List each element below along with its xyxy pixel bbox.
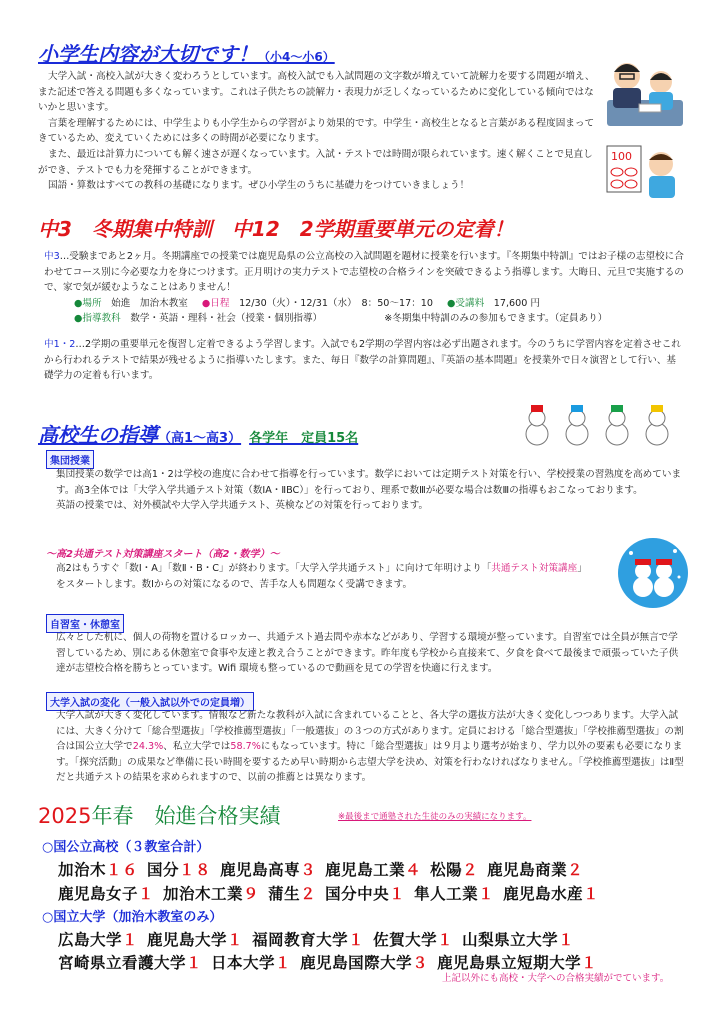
pass-count: ２ — [300, 885, 317, 903]
results-footer: 上記以外にも高校・大学への合格実績がでています。 — [442, 973, 670, 984]
school-name: 広島大学 — [58, 931, 123, 949]
result-item — [487, 861, 583, 879]
result-item — [325, 861, 421, 879]
svg-text:100: 100 — [611, 150, 632, 163]
result-item — [300, 954, 428, 972]
group-class-body: 集団授業の数学では高1・2は学校の進度に合わせて指導を行っています。数学においては定期テスト対策を行い、学校授業の習熟度を高めています。高3全体では「大学入学共通テスト対策（数ⅠA・ⅡBC）」を行っており、理系で数Ⅲが必要な場合は数Ⅲの指導もおこなっております。 英語の授業では、対外模試や大学入学共通テスト、英検などの対策を行っております。 — [56, 469, 682, 512]
result-item — [211, 954, 291, 972]
school-name: 福岡教育大学 — [252, 931, 349, 949]
school-name: 鹿児島商業 — [487, 861, 568, 879]
result-item — [252, 931, 364, 949]
school-name: 隼人工業 — [414, 885, 479, 903]
result-item — [414, 885, 494, 903]
boy-with-test-illustration — [605, 142, 685, 204]
winter-course-title: 中3 冬期集中特訓 中12 2学期重要単元の定着！ — [38, 217, 514, 241]
school-name: 蒲生 — [268, 885, 301, 903]
result-item — [58, 931, 138, 949]
pass-count: ３ — [300, 861, 317, 879]
pass-count: １ — [138, 885, 155, 903]
school-name: 国分中央 — [325, 885, 390, 903]
results-title: 2025年春 始進合格実績 — [38, 804, 281, 828]
result-item — [462, 931, 574, 949]
elementary-body — [38, 69, 598, 194]
pass-count: １ — [348, 931, 365, 949]
pass-count: １ — [583, 885, 600, 903]
result-item — [268, 885, 316, 903]
pass-count: １ — [437, 931, 454, 949]
results-line — [58, 882, 599, 904]
school-name: 松陽 — [430, 861, 463, 879]
kyotsu-course-body: 高2はもうすぐ「数Ⅰ・A」「数Ⅱ・B・C」が終わります。「大学入学共通テスト」に向けて年明けより「共通テスト対策講座」をスタートします。数Ⅰからの対策になるので、苦手な人も問題なく受講できます。 — [56, 563, 587, 590]
school-name: 鹿児島女子 — [58, 885, 139, 903]
elementary-paragraph: 言葉を理解するためには、中学生よりも小学生からの学習がより効果的です。中学生・高校生となると言葉がある程度固まってきているため、変えていくためには多くの時間が必要になります。 — [38, 117, 595, 145]
highschool-title: 高校生の指導（高1～高3） 各学年 定員15名 — [38, 423, 359, 447]
result-item — [58, 954, 202, 972]
pass-count: １ — [478, 885, 495, 903]
school-name: 宮崎県立看護大学 — [58, 954, 187, 972]
pass-count: １ — [122, 931, 139, 949]
teacher-student-illustration — [605, 56, 685, 128]
school-name: 鹿児島工業 — [325, 861, 406, 879]
pass-count: １６ — [106, 861, 139, 879]
public-highschool-category: ○国公立高校（３教室合計） — [42, 840, 210, 855]
pass-count: ２ — [462, 861, 479, 879]
course-subject-row: ●指導教科 数学・英語・理科・社会（授業・個別指導） ※冬期集中特訓のみの参加もできます。（定員あり） — [74, 313, 608, 325]
school-name: 佐賀大学 — [373, 931, 438, 949]
school-name: 国分 — [147, 861, 180, 879]
result-item — [373, 931, 453, 949]
pass-count: ２ — [567, 861, 584, 879]
result-item — [430, 861, 478, 879]
school-name: 鹿児島高専 — [220, 861, 301, 879]
course-info-row: ●場所 始進 加治木教室 ●日程 12/30（火）・12/31（水） 8：50～17：10 ●受講料 17,600 円 — [74, 297, 540, 309]
school-name: 鹿児島県立短期大学 — [437, 954, 582, 972]
results-line — [58, 858, 583, 880]
results-line — [58, 928, 574, 950]
result-item — [220, 861, 316, 879]
result-item — [147, 861, 211, 879]
group-class-label: 集団授業 — [46, 449, 94, 469]
pass-count: ９ — [243, 885, 260, 903]
result-item — [503, 885, 599, 903]
elementary-paragraph: また、最近は計算力についても解く速さが遅くなっています。入試・テストでは時間が限られています。速く解くことで見直しができ、テストでも力を発揮することができます。 — [38, 148, 593, 176]
elementary-paragraph: 国語・算数はすべての教科の基礎になります。ぜひ小学生のうちに基礎力をつけていきましょう！ — [48, 180, 470, 192]
elementary-title: 小学生内容が大切です！（小4～小6） — [38, 42, 335, 66]
school-name: 鹿児島国際大学 — [300, 954, 413, 972]
result-item — [163, 885, 259, 903]
pass-count: １ — [275, 954, 292, 972]
snowmen-circle-illustration — [617, 537, 689, 609]
results-note: ※最後まで通塾された生徒のみの実績になります。 — [338, 812, 532, 822]
school-name: 山梨県立大学 — [462, 931, 559, 949]
pass-count: １ — [186, 954, 203, 972]
school-name: 鹿児島水産 — [503, 885, 584, 903]
pass-count: １ — [227, 931, 244, 949]
result-item — [58, 885, 154, 903]
pass-count: ４ — [405, 861, 422, 879]
pass-count: １ — [558, 931, 575, 949]
winter-course-body: 中3…受験まであと2ヶ月。冬期講座での授業では鹿児島県の公立高校の入試問題を題材に授業を行います。『冬期集中特訓』ではお子様の志望校に合わせてコース別に今必要な力を身につけます。正月明けの実力テストで志望校の合格ラインを突破できるよう指導します。大晦日、元旦で実施するので、家で気が緩むようなことはありません！ ●場所 始進 加治木教室 ●日程 12/30（火）・12/31（水） 8：50～17：10 ●受講料 17,600 円 ●指導教科 数学・英語・理科・社会（授業・個別指導） ※冬期集中特訓のみの参加もできます。（定員あり） 中1・2…2学期の重要単元を復習し定着できるよう学習します。入試でも2学期の学習内容は必ず出題されます。今のうちに学習内容を定着させこれから行われるテストで結果が残せるように指導いたします。また、毎日『数学の計算問題』、『英語の基本問題』を授業外で日々演習として行い、基礎学力の定着も行います。 — [44, 251, 684, 382]
result-item — [325, 885, 405, 903]
exam-change-label: 大学入試の変化（一般入試以外での定員増） — [46, 691, 254, 711]
elementary-paragraph: 大学入試・高校入試が大きく変わろうとしています。高校入試でも入試問題の文字数が増えていて読解力を要する問題が増え、また記述で答える問題も多くなっています。これは子供たちの読解力・表現力が乏しくなっているために変化している傾向ではないかと思います。 — [38, 71, 595, 114]
school-name: 加治木工業 — [163, 885, 244, 903]
exam-change-body: 大学入試が大きく変化しています。情報など新たな教科が入試に含まれていることと、各大学の選抜方法が大きく変化しつつあります。大学入試には、大きく分けて「総合型選抜」「学校推薦型選抜」「一般選抜」の３つの方式があります。定員における「総合型選抜」「学校推薦型選抜」の割合は国公立大学で24.3%、私立大学では58.7%にもなっています。特に「総合型選抜」は９月より選考が始まり、学力以外の要素も必要になります。「探究活動」の成果など準備に長い時間を要するため早い時期から志望大学を決め、対策を行わなければなりません。「学校推薦型選抜」はⅡ型だと共通テストの結果を求められますので、以前の推薦とは異なります。 — [56, 710, 684, 784]
study-room-label: 自習室・休憩室 — [46, 613, 124, 633]
kyotsu-course-heading: ～高2共通テスト対策講座スタート（高2・数学）～ — [46, 549, 280, 560]
result-item — [147, 931, 243, 949]
pass-count: １ — [581, 954, 598, 972]
study-room-body: 広々とした机に、個人の荷物を置けるロッカー、共通テスト過去問や赤本などがあり、学習する環境が整っています。自習室では全員が無言で学習しているため、別にある休憩室で食事や友達と教え合うことができます。昨年度も学校から直接来て、夕食を食べて最後まで頑張っていた子供達が志望校合格を勝ちとっています。Wifi 環境も整っているので動画を見ての学習を快適に行えます。 — [56, 632, 679, 675]
national-university-category: ○国立大学（加治木教室のみ） — [42, 910, 223, 925]
school-name: 鹿児島大学 — [147, 931, 228, 949]
pass-count: ３ — [412, 954, 429, 972]
school-name: 加治木 — [58, 861, 107, 879]
result-item — [58, 861, 138, 879]
school-name: 日本大学 — [211, 954, 276, 972]
pass-count: １８ — [179, 861, 212, 879]
pass-count: １ — [389, 885, 406, 903]
snowmen-illustration — [520, 404, 680, 450]
